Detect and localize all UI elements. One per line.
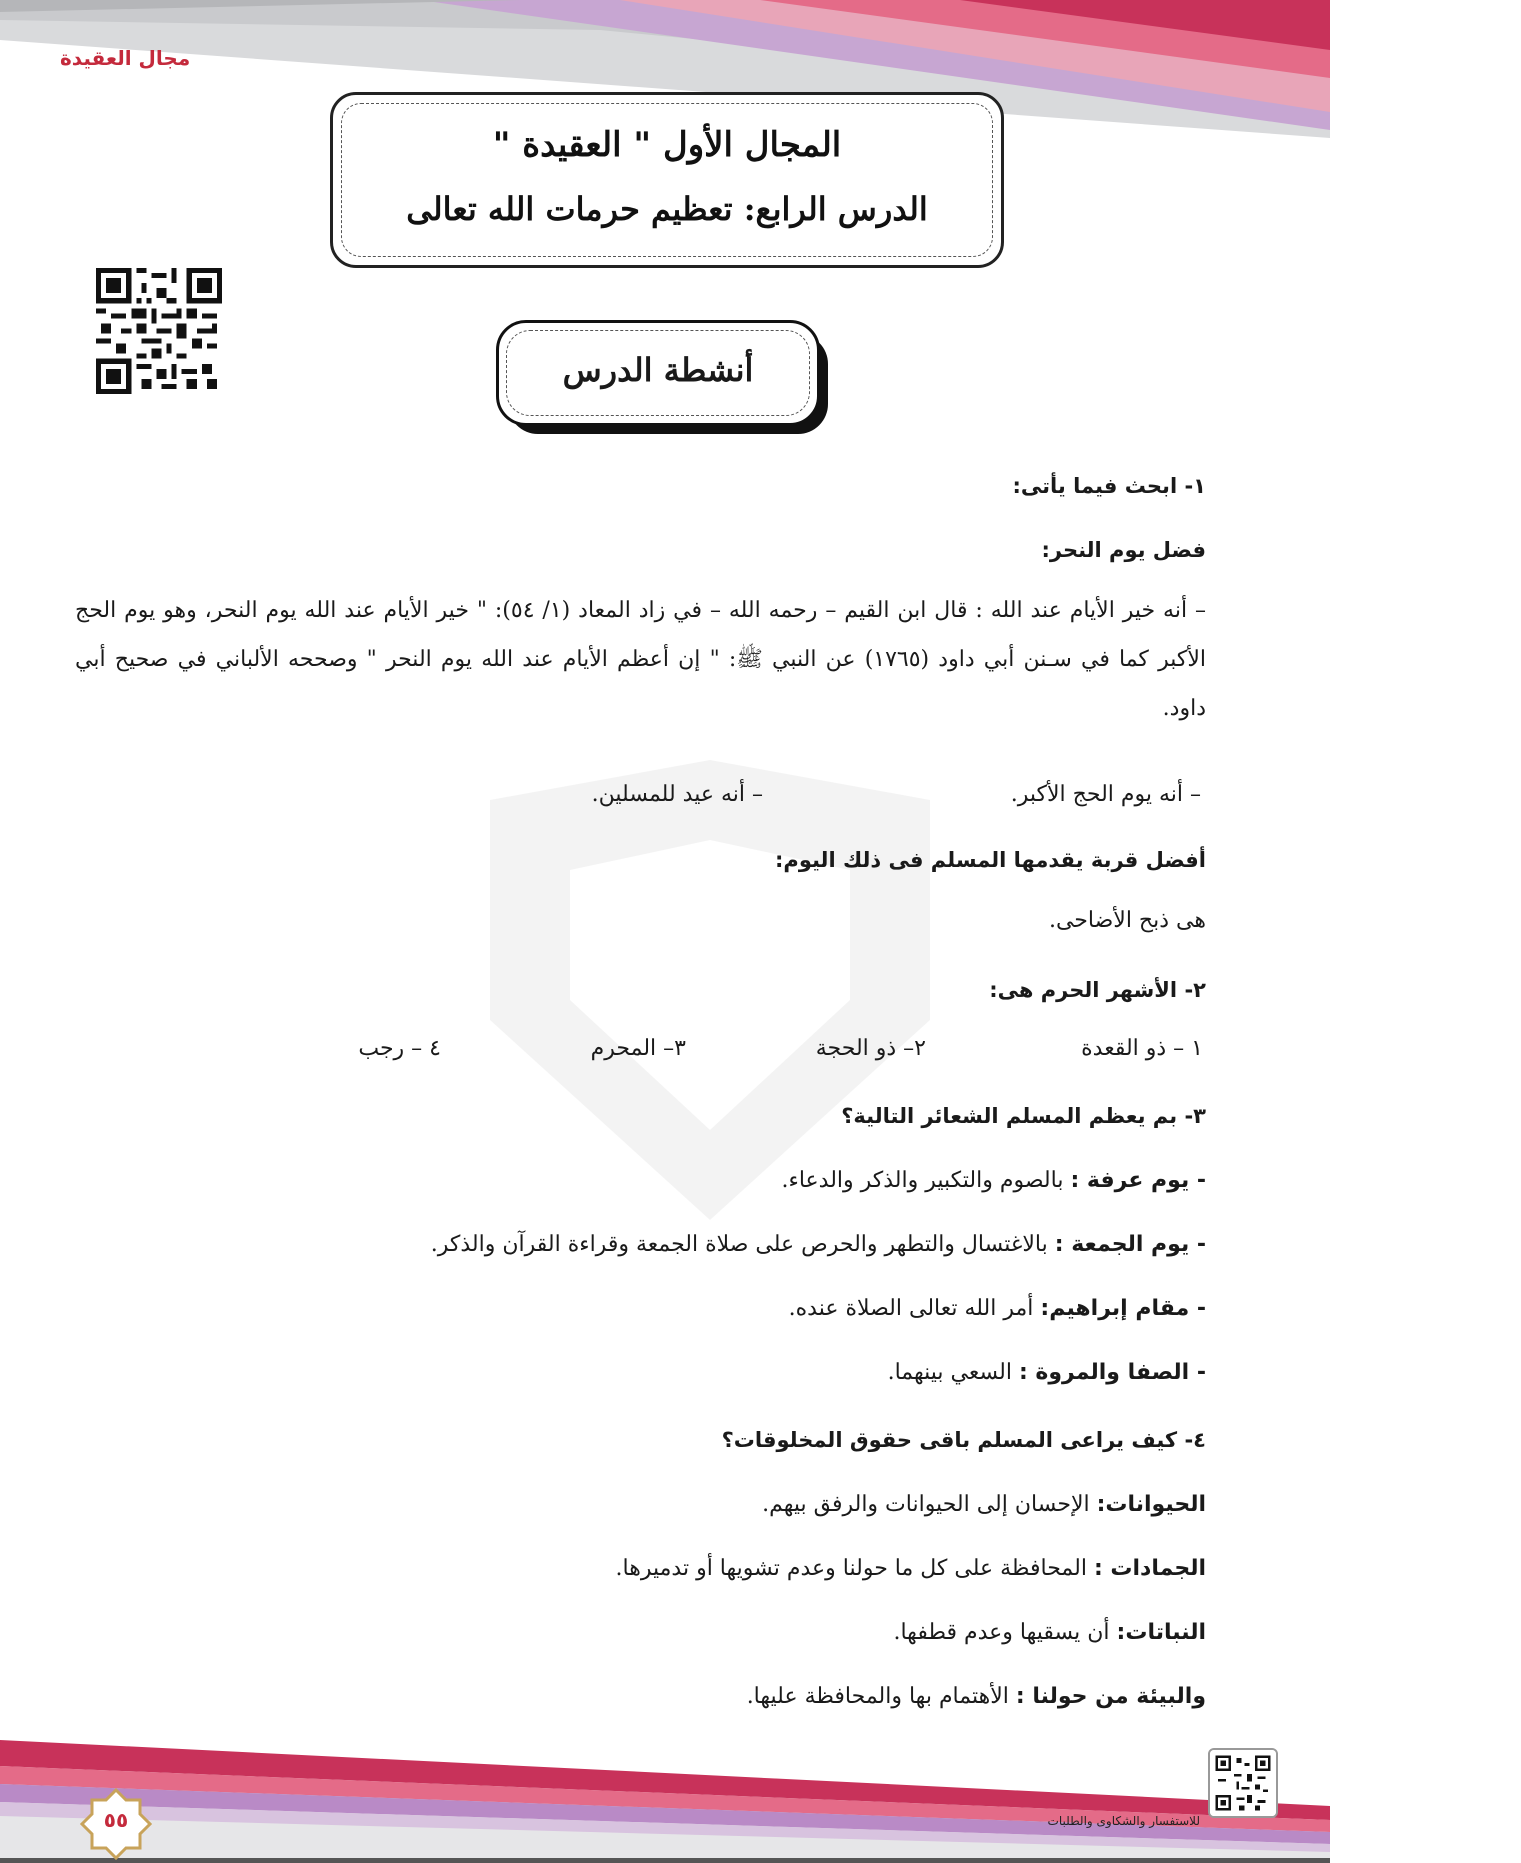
q4-heading: ٤- كيف يراعى المسلم باقى حقوق المخلوقات؟ bbox=[721, 1428, 1206, 1452]
q2-heading: ٢- الأشهر الحرم هى: bbox=[989, 978, 1206, 1002]
q1-answer-2: هى ذبح الأضاحى. bbox=[1048, 908, 1206, 933]
month-item: ٤ – رجب bbox=[358, 1036, 441, 1061]
q4-item: الحيوانات: الإحسان إلى الحيوانات والرفق بيهم. bbox=[762, 1492, 1206, 1517]
domain-title: المجال الأول " العقيدة " bbox=[492, 125, 842, 165]
q4-item: الجمادات : المحافظة على كل ما حولنا وعدم تشويها أو تدميرها. bbox=[615, 1556, 1206, 1581]
q1-subheading-1: فضل يوم النحر: bbox=[1041, 538, 1206, 562]
month-item: ٢– ذو الحجة bbox=[815, 1036, 926, 1061]
q3-item: - يوم عرفة : بالصوم والتكبير والذكر والدعاء. bbox=[781, 1168, 1206, 1193]
page-number: ٥٥ bbox=[103, 1808, 129, 1832]
q3-item: - الصفا والمروة : السعي بينهما. bbox=[887, 1360, 1206, 1385]
q4-item: النباتات: أن يسقيها وعدم قطفها. bbox=[893, 1620, 1206, 1645]
q3-item: - مقام إبراهيم: أمر الله تعالى الصلاة عنده. bbox=[788, 1296, 1206, 1321]
q4-item: والبيئة من حولنا : الأهتمام بها والمحافظة عليها. bbox=[746, 1684, 1206, 1709]
qr-code-icon[interactable] bbox=[95, 268, 223, 394]
month-item: ١ – ذو القعدة bbox=[1081, 1036, 1203, 1061]
q1-subheading-2: أفضل قربة يقدمها المسلم فى ذلك اليوم: bbox=[775, 848, 1206, 872]
q1-bullet-a: – أنه يوم الحج الأكبر. bbox=[1010, 782, 1201, 807]
q1-bullet-b: – أنه عيد للمسلين. bbox=[591, 782, 763, 807]
lesson-title-box bbox=[330, 92, 1004, 268]
q1-heading: ١- ابحث فيما يأتى: bbox=[1012, 474, 1206, 498]
q1-paragraph: – أنه خير الأيام عند الله : قال ابن القيم – رحمه الله – في زاد المعاد (١/ ٥٤): " خير الأيام عند الله يوم النحر، وهو يوم الحج الأكبر كما في سـنن أبي داود (١٧٦٥) عن النبي ﷺ: " إن أعظم الأيام عند الله يوم النحر " وصححه الألباني في صحيح أبي داود. bbox=[75, 598, 1206, 721]
section-tag: مجال العقيدة bbox=[60, 46, 191, 70]
q3-item: - يوم الجمعة : بالاغتسال والتطهر والحرص على صلاة الجمعة وقراءة القرآن والذكر. bbox=[430, 1232, 1206, 1257]
activities-label: أنشطة الدرس bbox=[562, 351, 754, 389]
month-item: ٣– المحرم bbox=[590, 1036, 686, 1061]
q3-heading: ٣- بم يعظم المسلم الشعائر التالية؟ bbox=[841, 1104, 1206, 1128]
footer-contact-note: للاستفسار والشكاوى والطلبات bbox=[1047, 1814, 1200, 1828]
lesson-title: الدرس الرابع: تعظيم حرمات الله تعالى bbox=[406, 190, 928, 228]
activities-banner bbox=[496, 320, 834, 438]
footer-qr-code-icon[interactable] bbox=[1208, 1748, 1278, 1818]
footer-decoration bbox=[0, 1740, 1521, 1863]
